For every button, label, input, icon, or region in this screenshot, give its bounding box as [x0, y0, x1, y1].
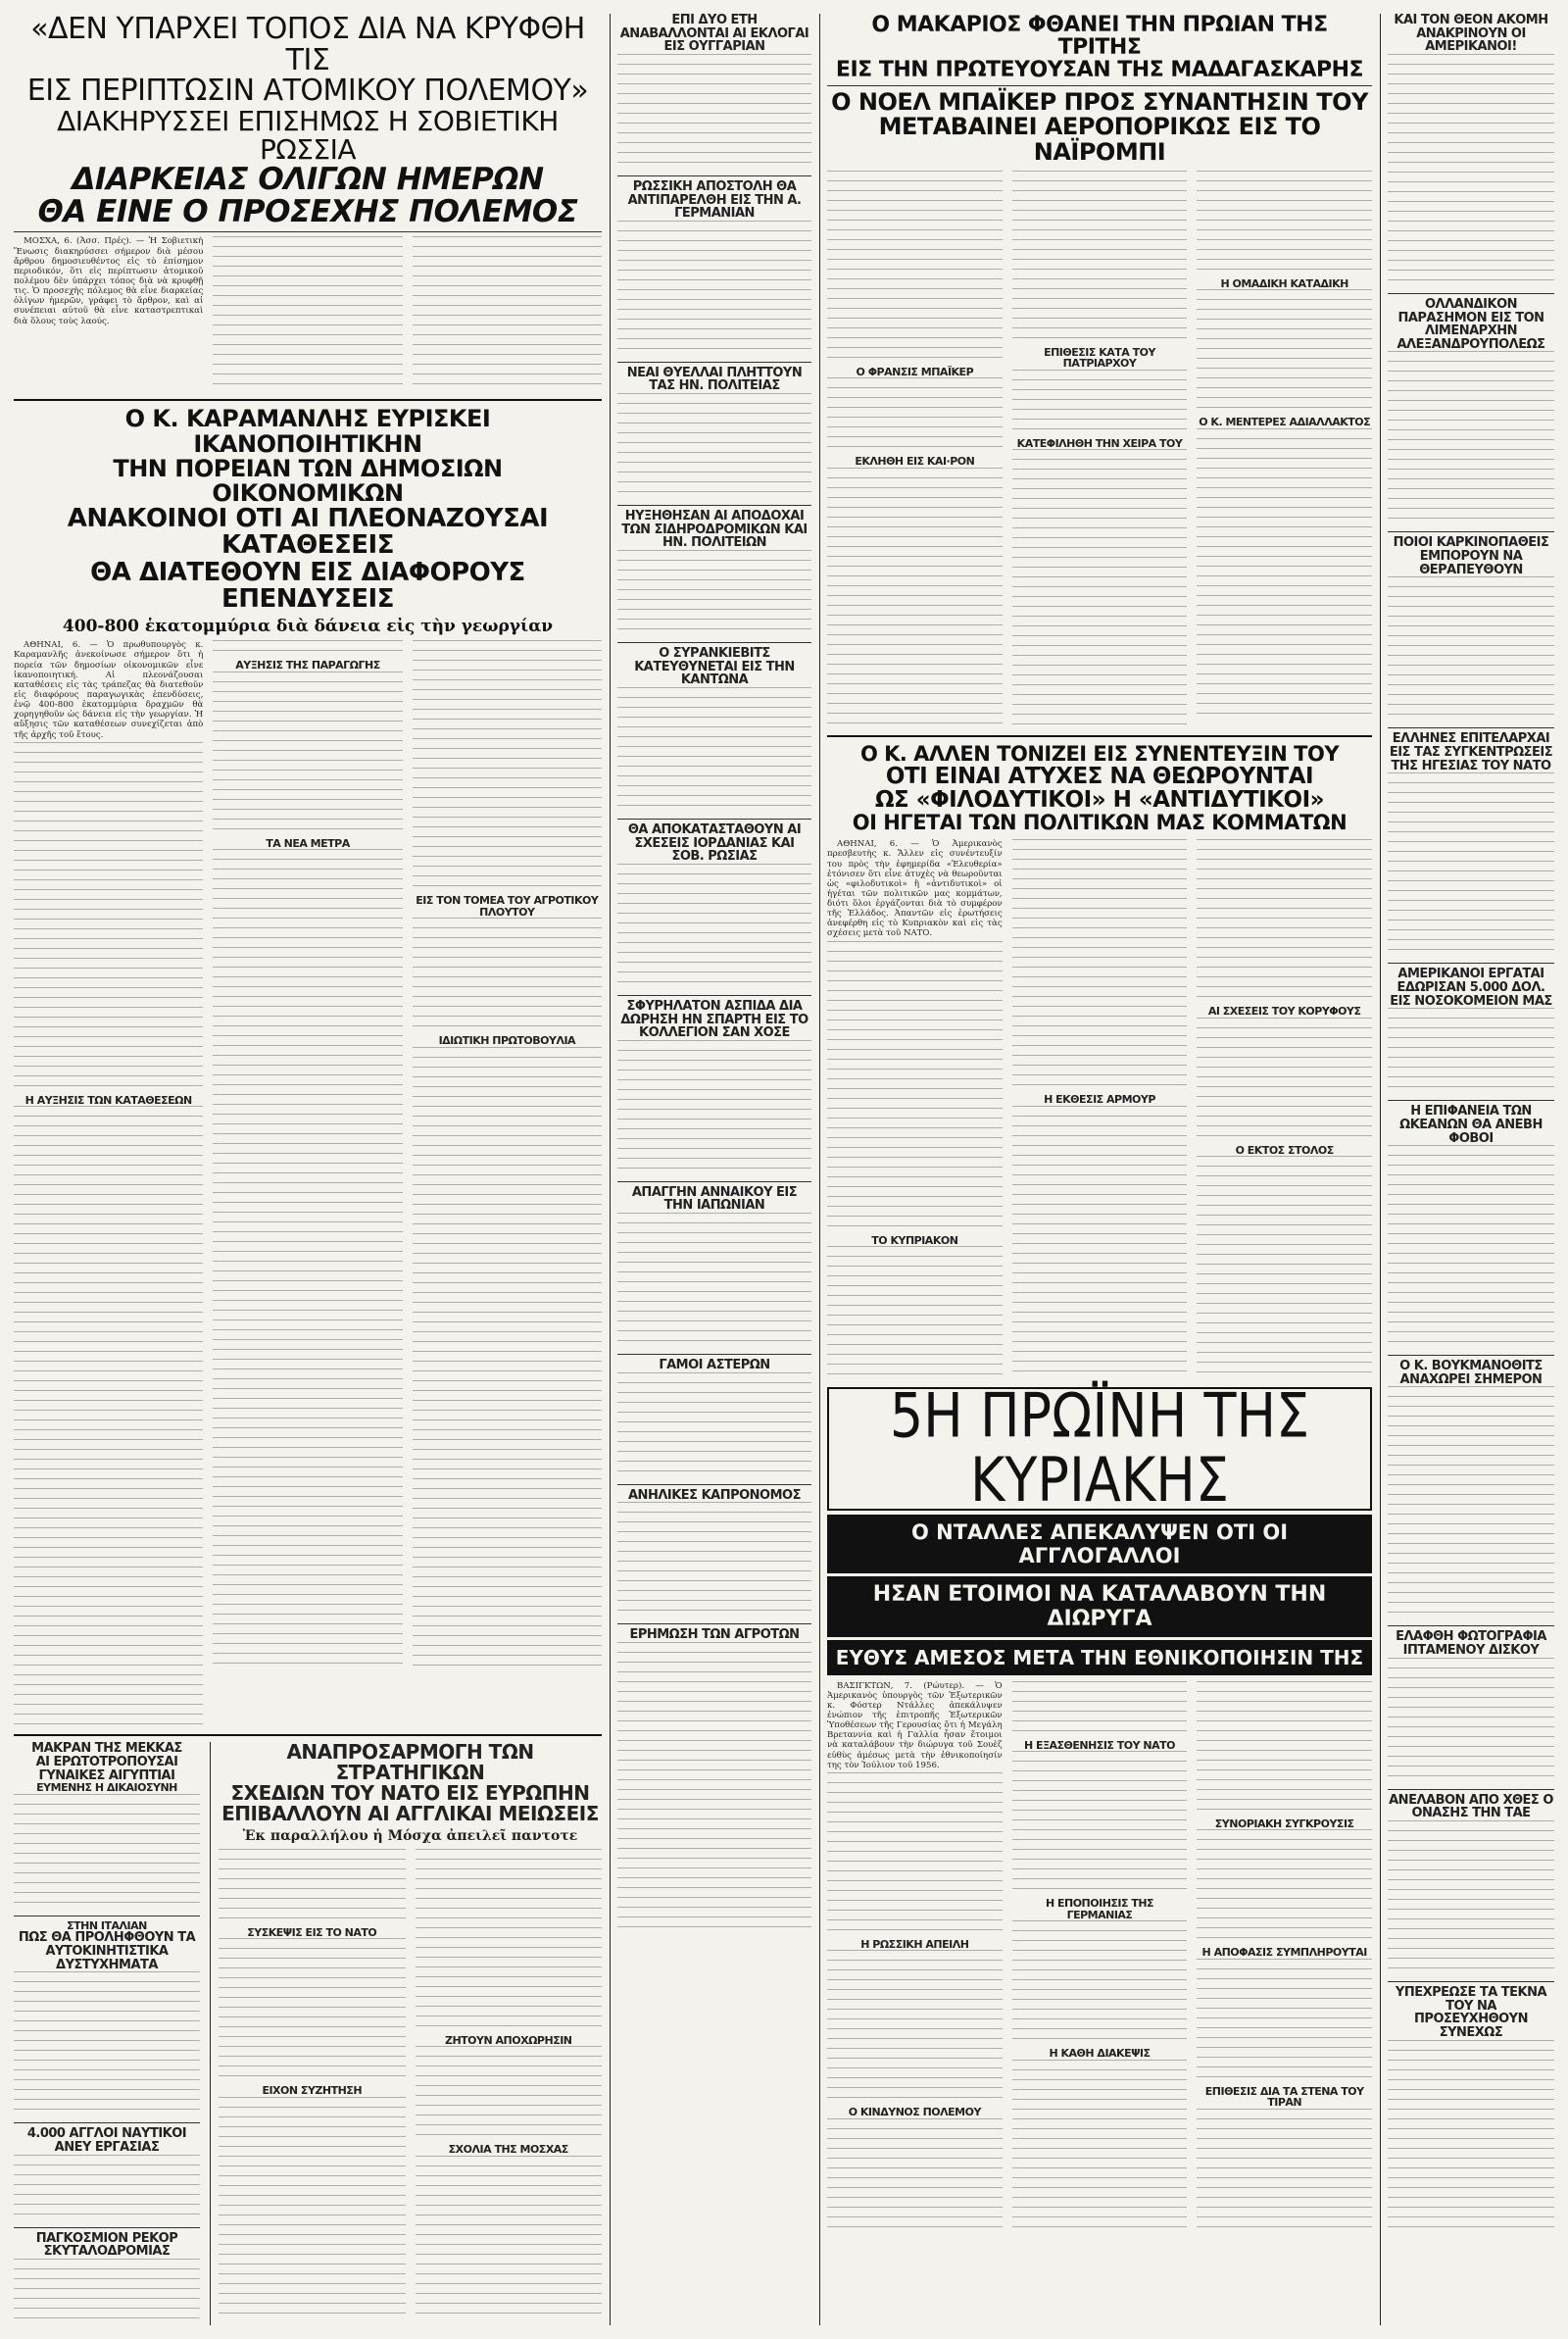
headline-relay-record: ΠΑΓΚΟΣΜΙΟΝ ΡΕΚΟΡ ΣΚΥΤΑΛΟΔΡΟΜΙΑΣ	[35, 2230, 178, 2260]
kyriaki-article	[827, 1681, 1372, 2250]
headline-nato-line1: ΑΝΑΠΡΟΣΑΡΜΟΓΗ ΤΩΝ ΣΤΡΑΤΗΓΙΚΩΝ	[286, 1740, 534, 1785]
right-brief-departure: Ο Κ. ΒΟΥΚΜΑΝΟΘΙΤΣ ΑΝΑΧΩΡΕΙ ΣΗΜΕΡΟΝ	[1399, 1359, 1543, 1387]
headline-sailors: 4.000 ΑΓΓΛΟΙ ΝΑΥΤΙΚΟΙ ΑΝΕΥ ΕΡΓΑΣΙΑΣ	[26, 2126, 187, 2155]
headline-allen-line2: ΟΤΙ ΕΙΝΑΙ ΑΤΥΧΕΣ ΝΑ ΘΕΩΡΟΥΝΤΑΙ	[885, 763, 1314, 789]
headline-karamanlis-line3: ΑΝΑΚΟΙΝΟΙ ΟΤΙ ΑΙ ΠΛΕΟΝΑΖΟΥΣΑΙ ΚΑΤΑΘΕΣΕΙΣ	[67, 504, 549, 561]
headline-nato-line3: ΕΠΙΒΑΛΛΟΥΝ ΑΙ ΑΓΓΛΙΚΑΙ ΜΕΙΩΣΕΙΣ	[221, 1802, 599, 1826]
karamanlis-section-new-measures: ΤΑ ΝΕΑ ΜΕΤΡΑ	[266, 836, 350, 850]
makarios-section-hand: ΚΑΤΕΦΙΛΗΘΗ ΤΗΝ ΧΕΙΡΑ ΤΟΥ	[1016, 436, 1183, 450]
headline-karamanlis-line4: ΘΑ ΔΙΑΤΕΘΟΥΝ ΕΙΣ ΔΙΑΦΟΡΟΥΣ ΕΠΕΝΔΥΣΕΙΣ	[90, 557, 525, 615]
karamanlis-article-text: ΑΘΗΝΑΙ, 6. — Ὁ πρωθυπουργὸς κ. Καραμανλῆς ἀνεκοίνωσε σήμερον ὅτι ἡ πορεία τῶν δημοσίων οἰκονομικῶν εἶνε ἱκανοποιητική. Αἱ πλεονάζουσαι καταθέσεις εἰς τὰς τράπεζας θὰ διατεθοῦν εἰς διαφόρους παραγωγικὰς ἐπενδύσεις, ἐνῷ 400-800 ἑκατομμύρια δραχμῶν θὰ χορηγηθοῦν ὡς δάνεια εἰς τὴν γεωργίαν. Ἡ αὔξησις τῶν καταθέσεων συνεχίζεται ἀπὸ τῆς ἀρχῆς τοῦ ἔτους.	[14, 640, 204, 740]
kyriaki-section-nato: Η ΕΞΑΣΘΕΝΗΣΙΣ ΤΟΥ ΝΑΤΟ	[1024, 1738, 1175, 1752]
headline-makarios-line2: ΕΙΣ ΤΗΝ ΠΡΩΤΕΥΟΥΣΑΝ ΤΗΣ ΜΑΔΑΓΑΣΚΑΡΗΣ	[835, 58, 1364, 83]
allen-section-fleet: Ο ΕΚΤΟΣ ΣΤΟΛΟΣ	[1235, 1143, 1334, 1157]
brief-farmers: ΕΡΗΜΩΣΗ ΤΩΝ ΑΓΡΟΤΩΝ	[629, 1627, 800, 1643]
right-brief-onassis: ΑΝΕΛΑΒΟΝ ΑΠΟ ΧΘΕΣ Ο ΟΝΑΣΗΣ ΤΗΝ ΤΑΕ	[1389, 1792, 1553, 1821]
brief-railway-wages: ΗΥΞΗΘΗΣΑΝ ΑΙ ΑΠΟΔΟΧΑΙ ΤΩΝ ΣΙΔΗΡΟΔΡΟΜΙΚΩΝ ΚΑΙ ΗΝ. ΠΟΛΙΤΕΙΩΝ	[621, 509, 808, 551]
karamanlis-section-private: ΙΔΙΩΤΙΚΗ ΠΡΩΤΟΒΟΥΛΙΑ	[438, 1034, 576, 1048]
brief-storms-usa: ΝΕΑΙ ΘΥΕΛΛΑΙ ΠΛΗΤΤΟΥΝ ΤΑΣ ΗΝ. ΠΟΛΙΤΕΙΑΣ	[626, 365, 803, 394]
subheadline-nato: Ἐκ παραλλήλου ἡ Μόσχα ἀπειλεῖ παντοτε	[242, 1828, 578, 1845]
right-brief-workers: ΑΜΕΡΙΚΑΝΟΙ ΕΡΓΑΤΑΙ ΕΔΩΡΙΣΑΝ 5.000 ΔΟΛ. ΕΙΣ ΝΟΣΟΚΟΜΕΙΟΝ ΜΑΣ	[1390, 967, 1552, 1009]
makarios-section-menderes: Ο Κ. ΜΕΝΤΕΡΕΣ ΑΔΙΑΛΛΑΚΤΟΣ	[1199, 416, 1371, 429]
right-brief-children: ΥΠΕΧΡΕΩΣΕ ΤΑ ΤΕΚΝΑ ΤΟΥ ΝΑ ΠΡΟΣΕΥΧΗΘΟΥΝ ΣΥΝΕΧΩΣ	[1395, 1985, 1547, 2040]
headline-atom-line2: ΕΙΣ ΠΕΡΙΠΤΩΣΙΝ ΑΤΟΜΙΚΟΥ ΠΟΛΕΜΟΥ»	[26, 74, 589, 108]
headline-allen-line4: ΟΙ ΗΓΕΤΑΙ ΤΩΝ ΠΟΛΙΤΙΚΩΝ ΜΑΣ ΚΟΜΜΑΤΩΝ	[852, 811, 1348, 835]
brief-japan: ΑΠΑΓΓΗΝ ΑΝΝΑΙΚΟΥ ΕΙΣ ΤΗΝ ΙΑΠΩΝΙΑΝ	[631, 1184, 798, 1214]
right-brief-oceans: Η ΕΠΙΦΑΝΕΙΑ ΤΩΝ ΩΚΕΑΝΩΝ ΘΑ ΑΝΕΒΗ ΦΟΒΟΙ	[1399, 1104, 1543, 1146]
column-center	[827, 14, 1372, 2325]
kyriaki-section-germany: Η ΕΠΟΠΟΙΗΣΙΣ ΤΗΣ ΓΕΡΜΑΝΙΑΣ	[1045, 1897, 1154, 1921]
kyriaki-section-tiran: ΕΠΙΘΕΣΙΣ ΔΙΑ ΤΑ ΣΤΕΝΑ ΤΟΥ ΤΙΡΑΝ	[1204, 2084, 1364, 2110]
subheadline-karamanlis: 400-800 ἑκατομμύρια διὰ δάνεια εἰς τὴν γεωργίαν	[62, 617, 554, 637]
allen-section-armour: Η ΕΚΘΕΣΙΣ ΑΡΜΟΥΡ	[1044, 1093, 1155, 1107]
nato-section-withdrawal: ΖΗΤΟΥΝ ΑΠΟΧΩΡΗΣΙΝ	[444, 2033, 572, 2047]
kyriaki-article-text: ΒΑΣΙΓΚΤΩΝ, 7. (Ρώυτερ). — Ὁ Ἀμερικανὸς ὑπουργὸς τῶν Ἐξωτερικῶν κ. Φόστερ Ντάλλες ἀπεκάλυψεν ἐνώπιον τῆς ἐπιτροπῆς Ἐξωτερικῶν Ὑποθέσεων τῆς Γερουσίας ὅτι ἡ Μεγάλη Βρεταννία καὶ ἡ Γαλλία ἦσαν ἕτοιμοι νὰ καταλάβουν τὴν διώρυγα τοῦ Σουὲζ εὐθὺς ἀμέσως μετὰ τὴν ἐθνικοποίησίν της τὸν Ἰούλιον τοῦ 1956.	[827, 1680, 1003, 1770]
right-brief-medal: ΟΛΛΑΝΔΙΚΟΝ ΠΑΡΑΣΗΜΟΝ ΕΙΣ ΤΟΝ ΛΙΜΕΝΑΡΧΗΝ ΑΛΕΞΑΝΔΡΟΥΠΟΛΕΩΣ	[1396, 296, 1545, 352]
headline-italy-line1: ΣΤΗΝ ΙΤΑΛΙΑΝ	[67, 1918, 147, 1932]
headline-atom-line1: «ΔΕΝ ΥΠΑΡΧΕΙ ΤΟΠΟΣ ΔΙΑ ΝΑ ΚΡΥΦΘΗ ΤΙΣ	[30, 14, 585, 77]
kyriaki-headline-line3: ΕΥΘΥΣ ΑΜΕΣΟΣ ΜΕΤΑ ΤΗΝ ΕΘΝΙΚΟΠΟΙΗΣΙΝ ΤΗΣ	[827, 1640, 1372, 1675]
right-brief-cancer: ΠΟΙΟΙ ΚΑΡΚΙΝΟΠΑΘΕΙΣ ΕΜΠΟΡΟΥΝ ΝΑ ΘΕΡΑΠΕΥΘΟΥΝ	[1393, 535, 1549, 577]
makarios-section-patriarch: ΕΠΙΘΕΣΙΣ ΚΑΤΑ ΤΟΥ ΠΑΤΡΙΑΡΧΟΥ	[1044, 345, 1155, 371]
headline-karamanlis-line2: ΤΗΝ ΠΟΡΕΙΑΝ ΤΩΝ ΔΗΜΟΣΙΩΝ ΟΙΚΟΝΟΜΙΚΩΝ	[113, 454, 503, 507]
allen-section-summit: ΑΙ ΣΧΕΣΕΙΣ ΤΟΥ ΚΟΡΥΦΟΥΣ	[1207, 1005, 1361, 1019]
kyriaki-section-border: ΣΥΝΟΡΙΑΚΗ ΣΥΓΚΡΟΥΣΙΣ	[1214, 1816, 1354, 1830]
headline-mekka-line1: ΜΑΚΡΑΝ ΤΗΣ ΜΕΚΚΑΣ	[31, 1741, 182, 1757]
headline-atom-line5: ΘΑ ΕΙΝΕ Ο ΠΡΟΣΕΧΗΣ ΠΟΛΕΜΟΣ	[37, 193, 578, 229]
headline-nato-line2: ΣΧΕΔΙΩΝ ΤΟΥ ΝΑΤΟ ΕΙΣ ΕΥΡΩΠΗΝ	[230, 1781, 590, 1806]
brief-cyrankiewicz: Ο ΣΥΡΑΝΚΙΕΒΙΤΣ ΚΑΤΕΥΘΥΝΕΤΑΙ ΕΙΣ ΤΗΝ ΚΑΝΤΩΝΑ	[634, 646, 795, 688]
kyriaki-section-russian-threat: Η ΡΩΣΣΙΚΗ ΑΠΕΙΛΗ	[860, 1937, 969, 1951]
brief-minors: ΑΝΗΛΙΚΕΣ ΚΑΠΡΟΝΟΜΟΣ	[628, 1487, 801, 1503]
makarios-section-sentence: Η ΟΜΑΔΙΚΗ ΚΑΤΑΔΙΚΗ	[1220, 276, 1348, 290]
brief-star-weddings: ΓΑΜΟΙ ΑΣΤΕΡΩΝ	[659, 1358, 770, 1373]
kyriaki-headline-line2: ΗΣΑΝ ΕΤΟΙΜΟΙ ΝΑ ΚΑΤΑΛΑΒΟΥΝ ΤΗΝ ΔΙΩΡΥΓΑ	[827, 1576, 1372, 1637]
kyriaki-section-decision: Η ΑΠΟΦΑΣΙΣ ΣΥΜΠΛΗΡΟΥΤΑΙ	[1201, 1946, 1367, 1960]
headline-italy-line2: ΠΩΣ ΘΑ ΠΡΟΛΗΦΘΟΥΝ ΤΑ ΑΥΤΟΚΙΝΗΤΙΣΤΙΚΑ ΔΥΣΤΥΧΗΜΑΤΑ	[18, 1930, 196, 1972]
headline-allen-line1: Ο Κ. ΑΛΛΕΝ ΤΟΝΙΖΕΙ ΕΙΣ ΣΥΝΕΝΤΕΥΞΙΝ ΤΟΥ	[859, 741, 1340, 766]
brief-sparta-shield: ΣΦΥΡΗΛΑΤΟΝ ΑΣΠΙΔΑ ΔΙΑ ΔΩΡΗΣΗ ΗΝ ΣΠΑΡΤΗ ΕΙΣ ΤΟ ΚΟΛΛΕΓΙΟΝ ΣΑΝ ΧΟΣΕ	[620, 998, 808, 1041]
kyriaki-banner: 5Η ΠΡΩΪΝΗ ΤΗΣ ΚΥΡΙΑΚΗΣ	[889, 1380, 1310, 1516]
allen-section-cyprus: ΤΟ ΚΥΠΡΙΑΚΟΝ	[871, 1233, 958, 1247]
headline-makarios-line3: Ο ΝΟΕΛ ΜΠΑΪΚΕΡ ΠΡΟΣ ΣΥΝΑΝΤΗΣΙΝ ΤΟΥ	[831, 88, 1368, 117]
column-briefs	[617, 14, 811, 2325]
karamanlis-article	[14, 640, 602, 1728]
brief-russian-mission: ΡΩΣΣΙΚΗ ΑΠΟΣΤΟΛΗ ΘΑ ΑΝΤΙΠΑΡΕΛΘΗ ΕΙΣ ΤΗΝ Α. ΓΕΡΜΑΝΙΑΝ	[627, 178, 802, 222]
headline-makarios-line4: ΜΕΤΑΒΑΙΝΕΙ ΑΕΡΟΠΟΡΙΚΩΣ ΕΙΣ ΤΟ ΝΑΪΡΟΜΠΙ	[878, 113, 1321, 166]
nato-section-discussion: ΕΙΧΟΝ ΣΥΖΗΤΗΣΗ	[262, 2084, 363, 2098]
nato-section-moscow: ΣΧΟΛΙΑ ΤΗΣ ΜΟΣΧΑΣ	[448, 2143, 568, 2157]
headline-atom-line3: ΔΙΑΚΗΡΥΣΣΕΙ ΕΠΙΣΗΜΩΣ Η ΣΟΒΙΕΤΙΚΗ ΡΩΣΣΙΑ	[57, 104, 559, 166]
atom-article-text: ΜΟΣΧΑ, 6. (Ἀσσ. Πρές). — Ἡ Σοβιετικὴ Ἕνωσις διακηρύσσει σήμερον διὰ μέσου ἄρθρου δημοσιευθέντος εἰς τὸ ἐπίσημον περιοδικόν, ὅτι εἰς περίπτωσιν ἀτομικοῦ πολέμου δὲν ὑπάρχει τόπος διὰ νὰ κρυφθῇ τις. Ὁ προσεχὴς πόλεμος θὰ εἶνε διαρκείας ὀλίγων ἡμερῶν, γράφει τὸ ἄρθρον, καὶ αἱ συνέπειαι αὐτοῦ θὰ εἶνε καταστρεπτικαὶ διὰ ὅλους τοὺς λαούς.	[14, 236, 204, 326]
makarios-article	[827, 171, 1372, 729]
subheadline-mekka: ΕΥΜΕΝΗΣ Η ΔΙΚΑΙΟΣΥΝΗ	[36, 1781, 177, 1795]
kyriaki-banner-box	[827, 1380, 1372, 1516]
allen-article-text: ΑΘΗΝΑΙ, 6. — Ὁ Ἀμερικανὸς πρεσβευτὴς κ. Ἄλλεν εἰς συνέντευξίν του πρὸς τὴν ἐφημερίδα «Ἐλευθερία» ἐτόνισεν ὅτι εἶνε ἀτυχὲς νὰ θεωροῦνται ὡς «φιλοδυτικοὶ» ἢ «ἀντιδυτικοὶ» οἱ ἡγέται τῶν πολιτικῶν μας κομμάτων, διότι ὅλοι ἐργάζονται διὰ τὸ συμφέρον τῆς Ἑλλάδος. Ἀπαντῶν εἰς ἐρωτήσεις ἀνεφέρθη εἰς τὸ Κυπριακὸν καὶ εἰς τὰς σχέσεις μετὰ τοῦ ΝΑΤΟ.	[827, 839, 1003, 939]
headline-makarios-line1: Ο ΜΑΚΑΡΙΟΣ ΦΘΑΝΕΙ ΤΗΝ ΠΡΩΪΑΝ ΤΗΣ ΤΡΙΤΗΣ	[871, 14, 1328, 61]
karamanlis-section-production: ΑΥΞΗΣΙΣ ΤΗΣ ΠΑΡΑΓΩΓΗΣ	[235, 659, 380, 672]
kyriaki-section-conference: Η ΚΑΘΗ ΔΙΑΚΕΨΙΣ	[1049, 2047, 1151, 2061]
allen-article	[827, 839, 1372, 1383]
column-right	[1388, 14, 1554, 2325]
headline-atom-line4: ΔΙΑΡΚΕΙΑΣ ΟΛΙΓΩΝ ΗΜΕΡΩΝ	[72, 162, 544, 198]
karamanlis-section-deposits: Η ΑΥΞΗΣΙΣ ΤΩΝ ΚΑΤΑΘΕΣΕΩΝ	[24, 1093, 192, 1107]
makarios-section-baker: Ο ΦΡΑΝΣΙΣ ΜΠΑΪΚΕΡ	[856, 365, 974, 378]
headline-allen-line3: ΩΣ «ΦΙΛΟΔΥΤΙΚΟΙ» Η «ΑΝΤΙΔΥΤΙΚΟΙ»	[875, 787, 1324, 814]
brief-jordan-relations: ΘΑ ΑΠΟΚΑΤΑΣΤΑΘΟΥΝ ΑΙ ΣΧΕΣΕΙΣ ΙΟΡΔΑΝΙΑΣ ΚΑΙ ΣΟΒ. ΡΩΣΙΑΣ	[627, 821, 802, 865]
nato-section-meeting: ΣΥΣΚΕΨΙΣ ΕΙΣ ΤΟ ΝΑΤΟ	[247, 1925, 377, 1939]
newspaper-page	[14, 14, 1554, 2325]
atom-article	[14, 236, 602, 393]
column-left	[14, 14, 602, 2325]
right-brief-flying-disc: ΕΛΑΦΘΗ ΦΩΤΟΓΡΑΦΙΑ ΙΠΤΑΜΕΝΟΥ ΔΙΣΚΟΥ	[1396, 1629, 1546, 1659]
kyriaki-section-danger: Ο ΚΙΝΔΥΝΟΣ ΠΟΛΕΜΟΥ	[848, 2106, 981, 2119]
makarios-section-cairo: ΕΚΛΗΘΗ ΕΙΣ ΚΑΙ·ΡΟΝ	[855, 455, 975, 469]
karamanlis-section-agriculture: ΕΙΣ ΤΟΝ ΤΟΜΕΑ ΤΟΥ ΑΓΡΟΤΙΚΟΥ ΠΛΟΥΤΟΥ	[416, 894, 599, 919]
right-brief-god: ΚΑΙ ΤΟΝ ΘΕΟΝ ΑΚΟΜΗ ΑΝΑΚΡΙΝΟΥΝ ΟΙ ΑΜΕΡΙΚΑΝΟΙ!	[1394, 14, 1548, 55]
headline-karamanlis-line1: Ο Κ. ΚΑΡΑΜΑΝΛΗΣ ΕΥΡΙΣΚΕΙ ΙΚΑΝΟΠΟΙΗΤΙΚΗΝ	[124, 405, 491, 458]
kyriaki-headline-line1: Ο ΝΤΑΛΛΕΣ ΑΠΕΚΑΛΥΨΕΝ ΟΤΙ ΟΙ ΑΓΓΛΟΓΑΛΛΟΙ	[827, 1515, 1372, 1573]
right-brief-chiefs: ΕΛΛΗΝΕΣ ΕΠΙΤΕΛΑΡΧΑΙ ΕΙΣ ΤΑΣ ΣΥΓΚΕΝΤΡΩΣΕΙΣ ΤΗΣ ΗΓΕΣΙΑΣ ΤΟΥ ΝΑΤΟ	[1389, 731, 1553, 773]
headline-mekka-line2: ΑΙ ΕΡΩΤΟΤΡΟΠΟΥΣΑΙ ΓΥΝΑΙΚΕΣ ΑΙΓΥΠΤΙΑΙ	[35, 1754, 178, 1783]
brief-hungary-elections: ΕΠΙ ΔΥΟ ΕΤΗ ΑΝΑΒΑΛΛΟΝΤΑΙ ΑΙ ΕΚΛΟΓΑΙ ΕΙΣ ΟΥΓΓΑΡΙΑΝ	[619, 14, 809, 55]
